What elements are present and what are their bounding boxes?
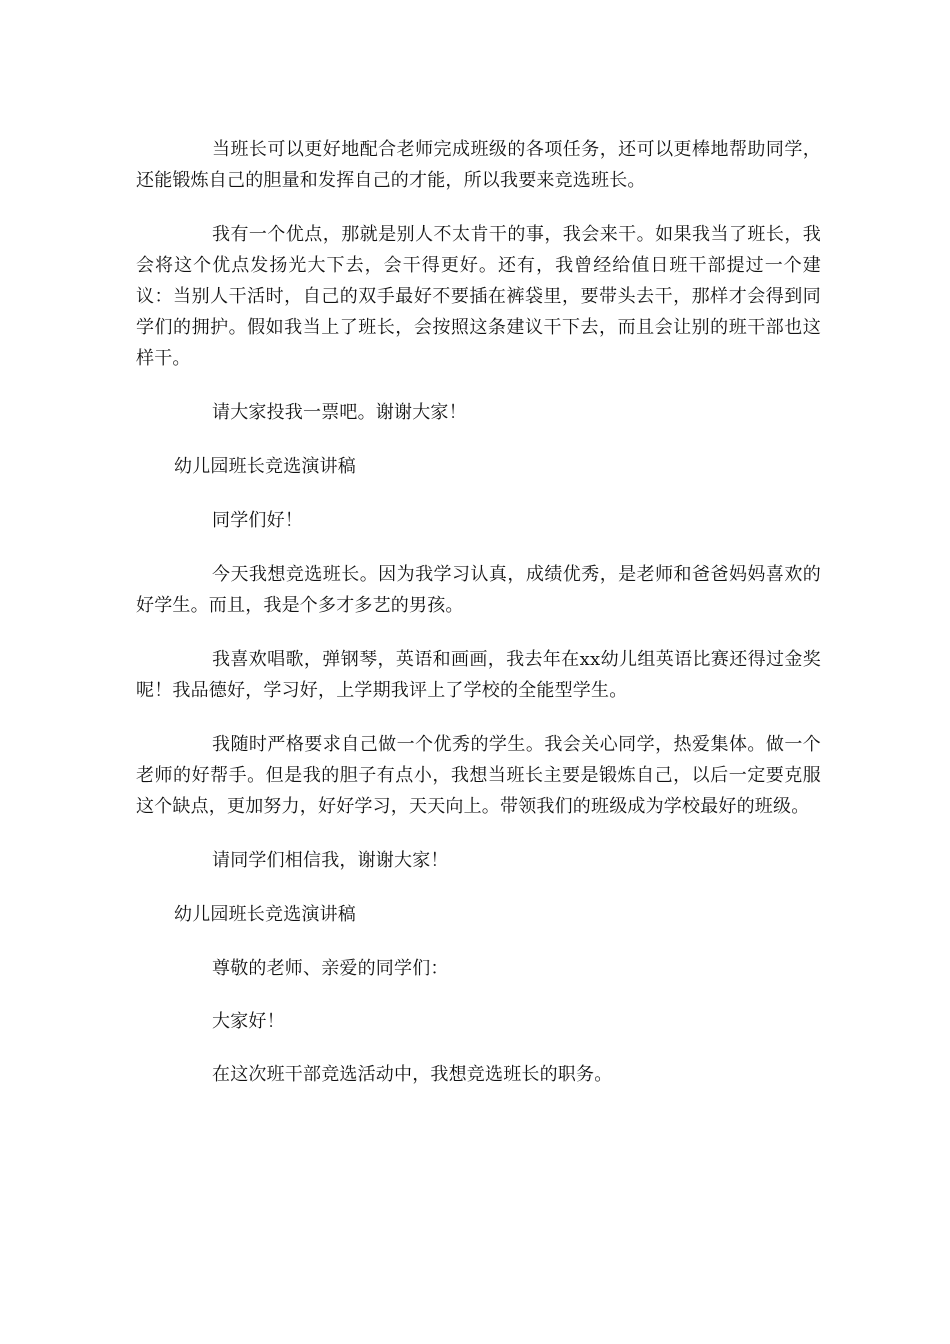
section-title-2: 幼儿园班长竞选演讲稿 xyxy=(174,904,356,925)
closing-line-1: 请大家投我一票吧。谢谢大家！ xyxy=(212,402,467,423)
paragraph-4: 我喜欢唱歌，弹钢琴，英语和画画，我去年在xx幼儿组英语比赛还得过金奖呢！我品德好，学习好，上学期我评上了学校的全能型学生。 xyxy=(136,649,821,701)
closing-line-2: 请同学们相信我，谢谢大家！ xyxy=(212,850,449,871)
greeting-1: 同学们好！ xyxy=(212,510,303,531)
section-title-1: 幼儿园班长竞选演讲稿 xyxy=(174,456,356,477)
paragraph-3: 今天我想竞选班长。因为我学习认真，成绩优秀，是老师和爸爸妈妈喜欢的好学生。而且，我是个多才多艺的男孩。 xyxy=(136,564,821,616)
paragraph-1: 当班长可以更好地配合老师完成班级的各项任务，还可以更棒地帮助同学，还能锻炼自己的胆量和发挥自己的才能，所以我要来竞选班长。 xyxy=(136,139,821,191)
paragraph-5: 我随时严格要求自己做一个优秀的学生。我会关心同学，热爱集体。做一个老师的好帮手。但是我的胆子有点小，我想当班长主要是锻炼自己，以后一定要克服这个缺点，更加努力，好好学习，天天向上。带领我们的班级成为学校最好的班级。 xyxy=(136,734,821,817)
paragraph-6: 在这次班干部竞选活动中，我想竞选班长的职务。 xyxy=(212,1064,613,1085)
paragraph-2: 我有一个优点，那就是别人不太肯干的事，我会来干。如果我当了班长，我会将这个优点发扬光大下去，会干得更好。还有，我曾经给值日班干部提过一个建议：当别人干活时，自己的双手最好不要插在裤袋里，要带头去干，那样才会得到同学们的拥护。假如我当上了班长，会按照这条建议干下去，而且会让别的班干部也这样干。 xyxy=(136,224,821,369)
document-body xyxy=(136,134,821,1113)
greeting-2: 大家好！ xyxy=(212,1011,285,1032)
salutation: 尊敬的老师、亲爱的同学们： xyxy=(212,958,449,979)
